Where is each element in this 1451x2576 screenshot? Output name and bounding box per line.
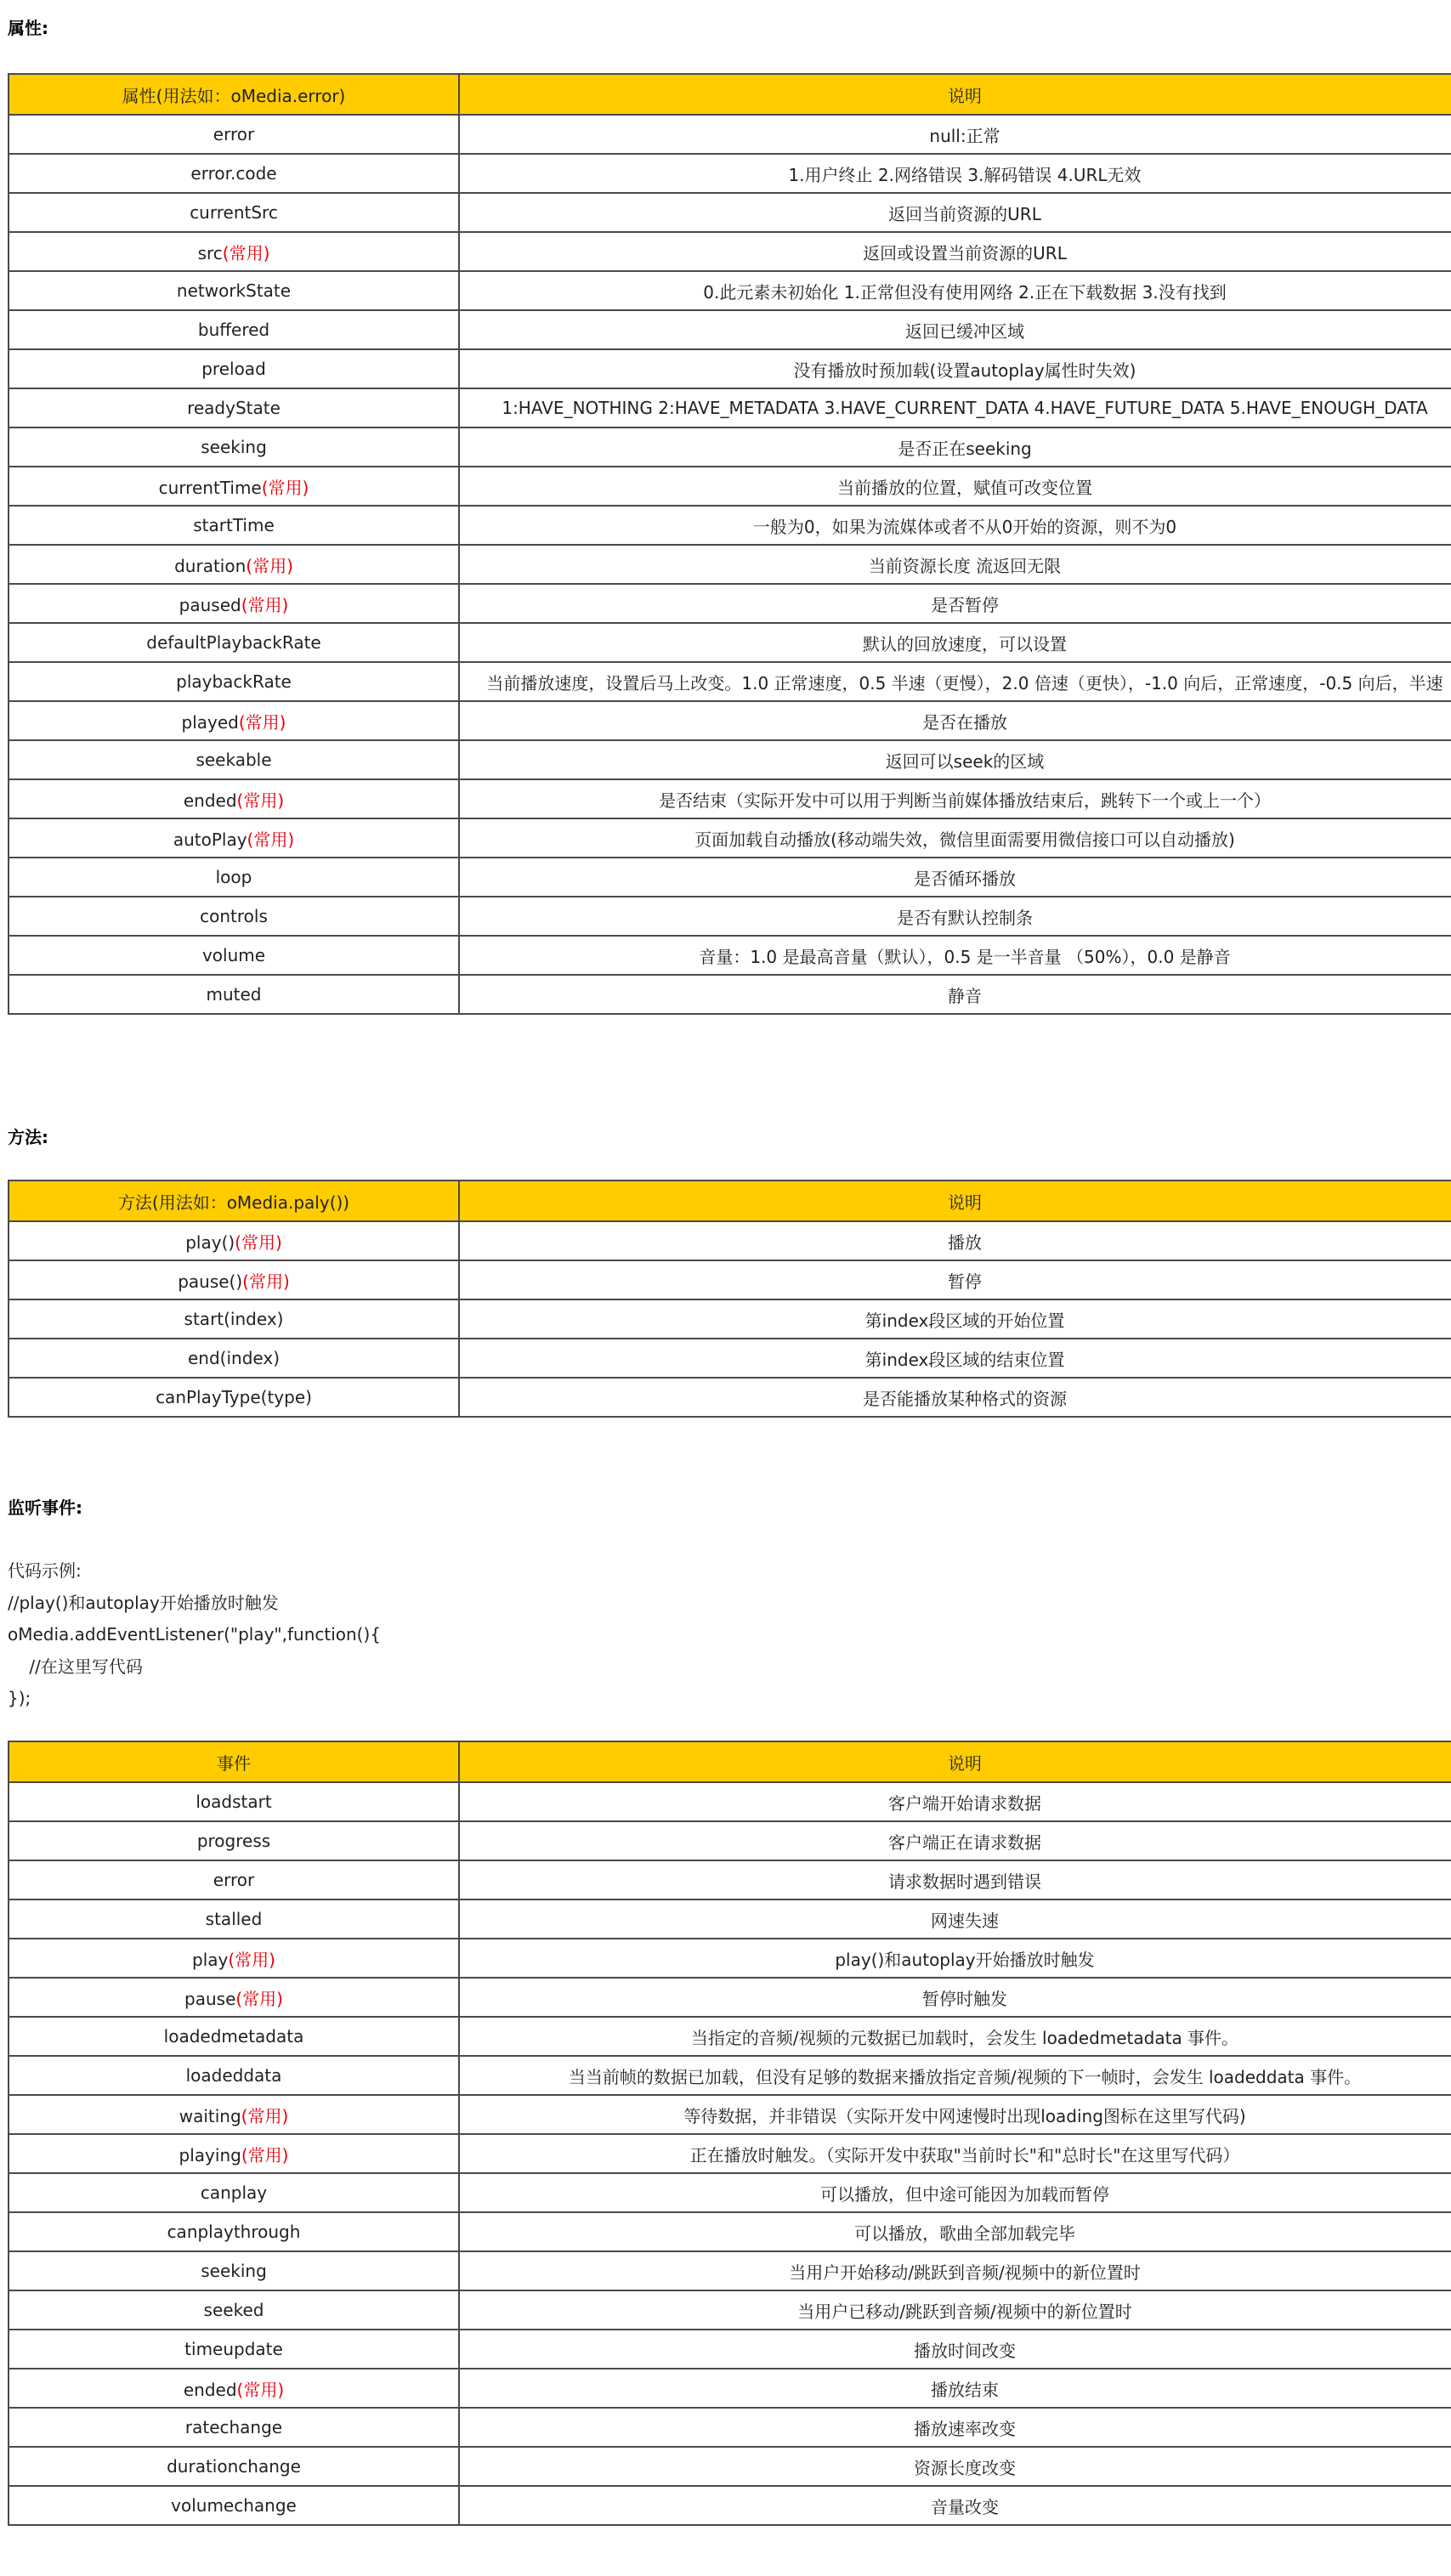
- table-row: [9, 193, 1451, 232]
- table-row: [9, 779, 1451, 818]
- name-cell: [9, 2290, 459, 2330]
- table-row: [9, 154, 1451, 193]
- description-cell: 当当前帧的数据已加载，但没有足够的数据来播放指定音频/视频的下一帧时，会发生 loadeddata 事件。: [459, 2056, 1451, 2095]
- description-cell: 返回当前资源的URL: [459, 193, 1451, 232]
- description-cell: 页面加载自动播放(移动端失效，微信里面需要用微信接口可以自动播放): [459, 818, 1451, 858]
- table-row: [9, 623, 1451, 662]
- item-name: canPlayType(type): [156, 1387, 312, 1407]
- table-row: [9, 115, 1451, 154]
- common-tag: (常用): [261, 477, 309, 498]
- description-cell: 是否有默认控制条: [459, 897, 1451, 936]
- description-cell: 没有播放时预加载(设置autoplay属性时失效): [459, 349, 1451, 388]
- table-row: [9, 1378, 1451, 1417]
- description-cell: 播放结束: [459, 2369, 1451, 2408]
- name-cell: [9, 2408, 459, 2447]
- properties-heading: 属性:: [8, 18, 48, 38]
- table-row: [9, 1860, 1451, 1899]
- table-row: [9, 2330, 1451, 2369]
- name-cell: [9, 1339, 459, 1378]
- name-cell: [9, 2212, 459, 2251]
- name-cell: [9, 2056, 459, 2095]
- name-cell: [9, 1782, 459, 1821]
- item-name: progress: [196, 1831, 271, 1851]
- column-header-desc: 说明: [459, 1741, 1451, 1782]
- name-cell: [9, 2134, 459, 2173]
- description-cell: 1:HAVE_NOTHING 2:HAVE_METADATA 3.HAVE_CURRENT_DATA 4.HAVE_FUTURE_DATA 5.HAVE_ENOUGH_DATA: [459, 388, 1451, 427]
- name-cell: [9, 936, 459, 975]
- name-cell: [9, 154, 459, 193]
- table-row: [9, 897, 1451, 936]
- name-cell: [9, 2173, 459, 2212]
- table-row: [9, 2447, 1451, 2486]
- item-name: seeking: [201, 437, 267, 457]
- column-header-name: 属性(用法如：oMedia.error): [9, 74, 459, 115]
- name-cell: [9, 193, 459, 232]
- code-line: //在这里写代码: [8, 1656, 143, 1677]
- name-cell: [9, 545, 459, 584]
- table-row: [9, 1782, 1451, 1821]
- description-cell: 是否暂停: [459, 584, 1451, 623]
- name-cell: [9, 232, 459, 271]
- common-tag: (常用): [236, 790, 285, 811]
- name-cell: [9, 1821, 459, 1860]
- column-header-name: 方法(用法如：oMedia.paly()): [9, 1180, 459, 1221]
- common-tag: (常用): [247, 829, 295, 850]
- table-row: [9, 2095, 1451, 2134]
- properties-table: [8, 73, 1451, 1015]
- item-name: canplay: [200, 2183, 268, 2203]
- description-cell: 返回已缓冲区域: [459, 310, 1451, 349]
- table-row: [9, 1299, 1451, 1339]
- table-row: [9, 1899, 1451, 1939]
- name-cell: [9, 2369, 459, 2408]
- table-row: [9, 2369, 1451, 2408]
- description-cell: 当前资源长度 流返回无限: [459, 545, 1451, 584]
- item-name: paused: [179, 594, 241, 615]
- table-row: [9, 2251, 1451, 2290]
- item-name: duration: [174, 555, 247, 576]
- table-row: [9, 388, 1451, 427]
- item-name: pause: [184, 1988, 236, 2009]
- description-cell: 播放速率改变: [459, 2408, 1451, 2447]
- name-cell: [9, 2095, 459, 2134]
- name-cell: [9, 858, 459, 897]
- item-name: pause(): [178, 1271, 243, 1292]
- item-name: ratechange: [184, 2417, 283, 2437]
- edge-marker: [1448, 1211, 1451, 1218]
- description-cell: 1.用户终止 2.网络错误 3.解码错误 4.URL无效: [459, 154, 1451, 193]
- table-row: [9, 545, 1451, 584]
- item-name: src: [197, 242, 223, 263]
- item-name: end(index): [188, 1348, 280, 1368]
- name-cell: [9, 701, 459, 740]
- item-name: startTime: [193, 515, 275, 535]
- common-tag: (常用): [242, 1271, 290, 1292]
- name-cell: [9, 779, 459, 818]
- description-cell: 资源长度改变: [459, 2447, 1451, 2486]
- common-tag: (常用): [236, 2379, 285, 2400]
- description-cell: 可以播放，但中途可能因为加载而暂停: [459, 2173, 1451, 2212]
- name-cell: [9, 2486, 459, 2525]
- column-header-desc: 说明: [459, 74, 1451, 115]
- table-row: [9, 232, 1451, 271]
- code-line: });: [8, 1688, 31, 1708]
- item-name: ended: [183, 2379, 237, 2400]
- item-name: controls: [200, 906, 268, 926]
- description-cell: 是否能播放某种格式的资源: [459, 1378, 1451, 1417]
- item-name: error: [213, 124, 255, 144]
- description-cell: null:正常: [459, 115, 1451, 154]
- description-cell: 正在播放时触发。（实际开发中获取"当前时长"和"总时长"在这里写代码）: [459, 2134, 1451, 2173]
- description-cell: 第index段区域的开始位置: [459, 1299, 1451, 1339]
- table-row: [9, 1260, 1451, 1299]
- table-row: [9, 701, 1451, 740]
- code-example: [8, 1555, 381, 1715]
- item-name: timeupdate: [184, 2339, 283, 2359]
- description-cell: 播放时间改变: [459, 2330, 1451, 2369]
- description-cell: 可以播放，歌曲全部加载完毕: [459, 2212, 1451, 2251]
- description-cell: 客户端正在请求数据: [459, 1821, 1451, 1860]
- name-cell: [9, 271, 459, 310]
- item-name: preload: [201, 359, 266, 379]
- common-tag: (常用): [238, 711, 286, 733]
- events-table: [8, 1741, 1451, 2526]
- description-cell: 音量改变: [459, 2486, 1451, 2525]
- name-cell: [9, 975, 459, 1014]
- table-row: [9, 2290, 1451, 2330]
- description-cell: 等待数据，并非错误（实际开发中网速慢时出现loading图标在这里写代码): [459, 2095, 1451, 2134]
- table-row: [9, 936, 1451, 975]
- name-cell: [9, 662, 459, 701]
- name-cell: [9, 584, 459, 623]
- common-tag: (常用): [222, 242, 270, 263]
- item-name: seeking: [201, 2261, 267, 2281]
- item-name: playbackRate: [176, 671, 292, 692]
- item-name: loop: [215, 867, 252, 887]
- table-row: [9, 2134, 1451, 2173]
- methods-table: [8, 1180, 1451, 1418]
- table-row: [9, 975, 1451, 1014]
- table-row: [9, 271, 1451, 310]
- item-name: networkState: [176, 280, 292, 301]
- name-cell: [9, 623, 459, 662]
- item-name: played: [181, 711, 239, 733]
- item-name: durationchange: [167, 2456, 301, 2477]
- item-name: defaultPlaybackRate: [146, 632, 321, 653]
- table-row: [9, 1939, 1451, 1978]
- table-row: [9, 506, 1451, 545]
- item-name: currentTime: [158, 477, 262, 498]
- item-name: ended: [183, 790, 237, 811]
- description-cell: 当前播放的位置，赋值可改变位置: [459, 467, 1451, 506]
- item-name: loadeddata: [185, 2065, 282, 2086]
- table-row: [9, 858, 1451, 897]
- description-cell: 请求数据时遇到错误: [459, 1860, 1451, 1899]
- description-cell: 网速失速: [459, 1899, 1451, 1939]
- description-cell: 当指定的音频/视频的元数据已加载时，会发生 loadedmetadata 事件。: [459, 2017, 1451, 2056]
- code-line: //play()和autoplay开始播放时触发: [8, 1592, 279, 1613]
- table-row: [9, 2486, 1451, 2525]
- item-name: play(): [185, 1231, 235, 1253]
- description-cell: 返回可以seek的区域: [459, 740, 1451, 779]
- table-row: [9, 349, 1451, 388]
- table-row: [9, 740, 1451, 779]
- name-cell: [9, 2251, 459, 2290]
- code-line: 代码示例:: [8, 1560, 82, 1581]
- description-cell: 当用户已移动/跳跃到音频/视频中的新位置时: [459, 2290, 1451, 2330]
- table-row: [9, 2017, 1451, 2056]
- table-row: [9, 2056, 1451, 2095]
- item-name: autoPlay: [173, 829, 247, 850]
- name-cell: [9, 506, 459, 545]
- item-name: volume: [201, 945, 266, 965]
- table-row: [9, 2408, 1451, 2447]
- column-header-desc: 说明: [459, 1180, 1451, 1221]
- name-cell: [9, 1899, 459, 1939]
- item-name: seeked: [203, 2300, 264, 2320]
- name-cell: [9, 1260, 459, 1299]
- name-cell: [9, 818, 459, 858]
- description-cell: 暂停时触发: [459, 1978, 1451, 2017]
- common-tag: (常用): [246, 555, 293, 576]
- name-cell: [9, 388, 459, 427]
- description-cell: 是否循环播放: [459, 858, 1451, 897]
- common-tag: (常用): [241, 2144, 289, 2166]
- name-cell: [9, 349, 459, 388]
- table-header-row: [9, 1741, 1451, 1782]
- description-cell: 0.此元素未初始化 1.正常但没有使用网络 2.正在下载数据 3.没有找到: [459, 271, 1451, 310]
- name-cell: [9, 467, 459, 506]
- name-cell: [9, 2017, 459, 2056]
- description-cell: 是否正在seeking: [459, 427, 1451, 467]
- table-row: [9, 2173, 1451, 2212]
- item-name: start(index): [184, 1309, 284, 1329]
- description-cell: 当用户开始移动/跳跃到音频/视频中的新位置时: [459, 2251, 1451, 2290]
- description-cell: 静音: [459, 975, 1451, 1014]
- column-header-name: 事件: [9, 1741, 459, 1782]
- item-name: error: [213, 1870, 255, 1890]
- name-cell: [9, 2447, 459, 2486]
- description-cell: 是否在播放: [459, 701, 1451, 740]
- name-cell: [9, 427, 459, 467]
- table-header-row: [9, 74, 1451, 115]
- name-cell: [9, 1221, 459, 1260]
- item-name: error.code: [190, 163, 277, 184]
- common-tag: (常用): [235, 1231, 282, 1253]
- name-cell: [9, 2330, 459, 2369]
- item-name: stalled: [205, 1909, 263, 1929]
- name-cell: [9, 310, 459, 349]
- name-cell: [9, 1299, 459, 1339]
- table-row: [9, 1221, 1451, 1260]
- table-row: [9, 2212, 1451, 2251]
- item-name: currentSrc: [190, 202, 278, 223]
- item-name: muted: [206, 984, 262, 1005]
- table-row: [9, 427, 1451, 467]
- table-row: [9, 1978, 1451, 2017]
- item-name: readyState: [187, 398, 281, 418]
- common-tag: (常用): [228, 1949, 275, 1970]
- table-row: [9, 818, 1451, 858]
- common-tag: (常用): [241, 2105, 289, 2126]
- description-cell: 播放: [459, 1221, 1451, 1260]
- item-name: play: [192, 1949, 229, 1970]
- item-name: seekable: [196, 750, 272, 770]
- common-tag: (常用): [235, 1988, 283, 2009]
- description-cell: 默认的回放速度，可以设置: [459, 623, 1451, 662]
- description-cell: 第index段区域的结束位置: [459, 1339, 1451, 1378]
- description-cell: 音量：1.0 是最高音量（默认），0.5 是一半音量 （50%），0.0 是静音: [459, 936, 1451, 975]
- description-cell: 是否结束（实际开发中可以用于判断当前媒体播放结束后，跳转下一个或上一个）: [459, 779, 1451, 818]
- item-name: loadstart: [196, 1792, 272, 1812]
- item-name: volumechange: [171, 2495, 297, 2516]
- code-line: oMedia.addEventListener("play",function(){: [8, 1624, 382, 1645]
- name-cell: [9, 897, 459, 936]
- table-row: [9, 1821, 1451, 1860]
- events-heading: 监听事件:: [8, 1497, 82, 1518]
- description-cell: 一般为0，如果为流媒体或者不从0开始的资源，则不为0: [459, 506, 1451, 545]
- methods-heading: 方法:: [8, 1127, 48, 1147]
- item-name: buffered: [197, 320, 270, 340]
- name-cell: [9, 740, 459, 779]
- table-row: [9, 310, 1451, 349]
- table-row: [9, 662, 1451, 701]
- item-name: playing: [179, 2144, 241, 2166]
- description-cell: play()和autoplay开始播放时触发: [459, 1939, 1451, 1978]
- item-name: waiting: [179, 2105, 241, 2126]
- table-header-row: [9, 1180, 1451, 1221]
- name-cell: [9, 115, 459, 154]
- common-tag: (常用): [241, 594, 289, 615]
- description-cell: 当前播放速度，设置后马上改变。1.0 正常速度，0.5 半速（更慢），2.0 倍速（更快），-1.0 向后，正常速度，-0.5 向后，半速: [459, 662, 1451, 701]
- table-row: [9, 1339, 1451, 1378]
- name-cell: [9, 1378, 459, 1417]
- item-name: canplaythrough: [167, 2222, 301, 2242]
- description-cell: 客户端开始请求数据: [459, 1782, 1451, 1821]
- description-cell: 暂停: [459, 1260, 1451, 1299]
- name-cell: [9, 1939, 459, 1978]
- name-cell: [9, 1860, 459, 1899]
- name-cell: [9, 1978, 459, 2017]
- item-name: loadedmetadata: [163, 2026, 304, 2047]
- table-row: [9, 467, 1451, 506]
- description-cell: 返回或设置当前资源的URL: [459, 232, 1451, 271]
- table-row: [9, 584, 1451, 623]
